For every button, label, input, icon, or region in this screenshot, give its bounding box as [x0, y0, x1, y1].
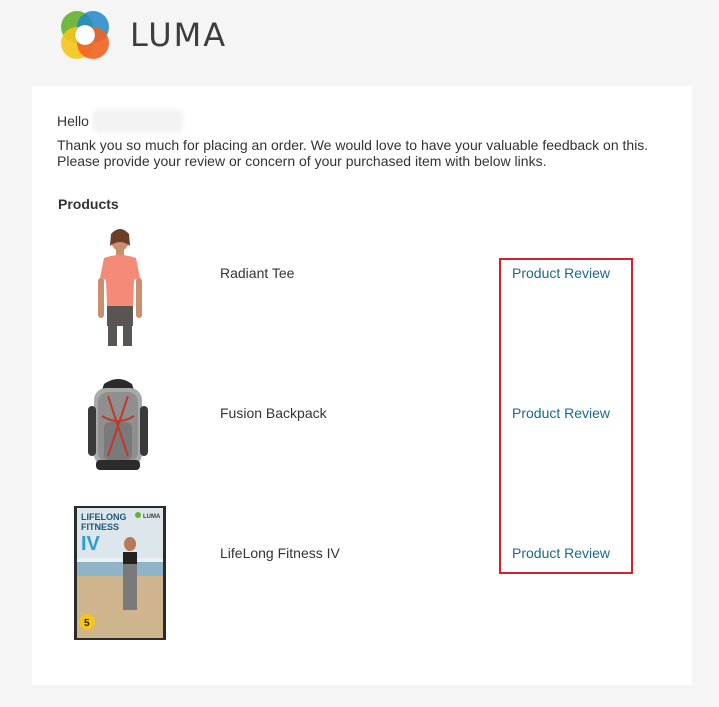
dvd-brand: LUMA	[143, 514, 161, 520]
email-card	[32, 86, 692, 685]
product-name: Fusion Backpack	[220, 405, 327, 421]
greeting	[57, 112, 180, 130]
product-review-link[interactable]: Product Review	[512, 265, 611, 281]
product-review-link[interactable]: Product Review	[512, 545, 611, 561]
dvd-badge: 5	[84, 618, 90, 629]
product-name: LifeLong Fitness IV	[220, 545, 340, 561]
products-heading: Products	[58, 196, 119, 212]
product-name: Radiant Tee	[220, 265, 295, 281]
luma-logo	[58, 8, 227, 62]
product-review-link[interactable]: Product Review	[512, 405, 611, 421]
dvd-title-line3: IV	[81, 533, 100, 555]
fusion-backpack-image	[82, 376, 154, 476]
radiant-tee-image	[88, 226, 152, 350]
luma-wordmark: LUMA	[130, 16, 228, 54]
greeting-text: Hello	[57, 113, 89, 129]
feedback-message: Thank you so much for placing an order. We would love to have your valuable feedback on this. Please provide your review or concern of your purchased item with below links.	[57, 137, 649, 169]
dvd-title-line1: LIFELONG	[81, 512, 127, 522]
review-links-highlight	[499, 258, 633, 574]
customer-name-redacted	[95, 112, 180, 130]
luma-logo-icon	[58, 8, 112, 62]
lifelong-fitness-dvd-image	[72, 504, 168, 642]
dvd-title-line2: FITNESS	[81, 522, 120, 532]
